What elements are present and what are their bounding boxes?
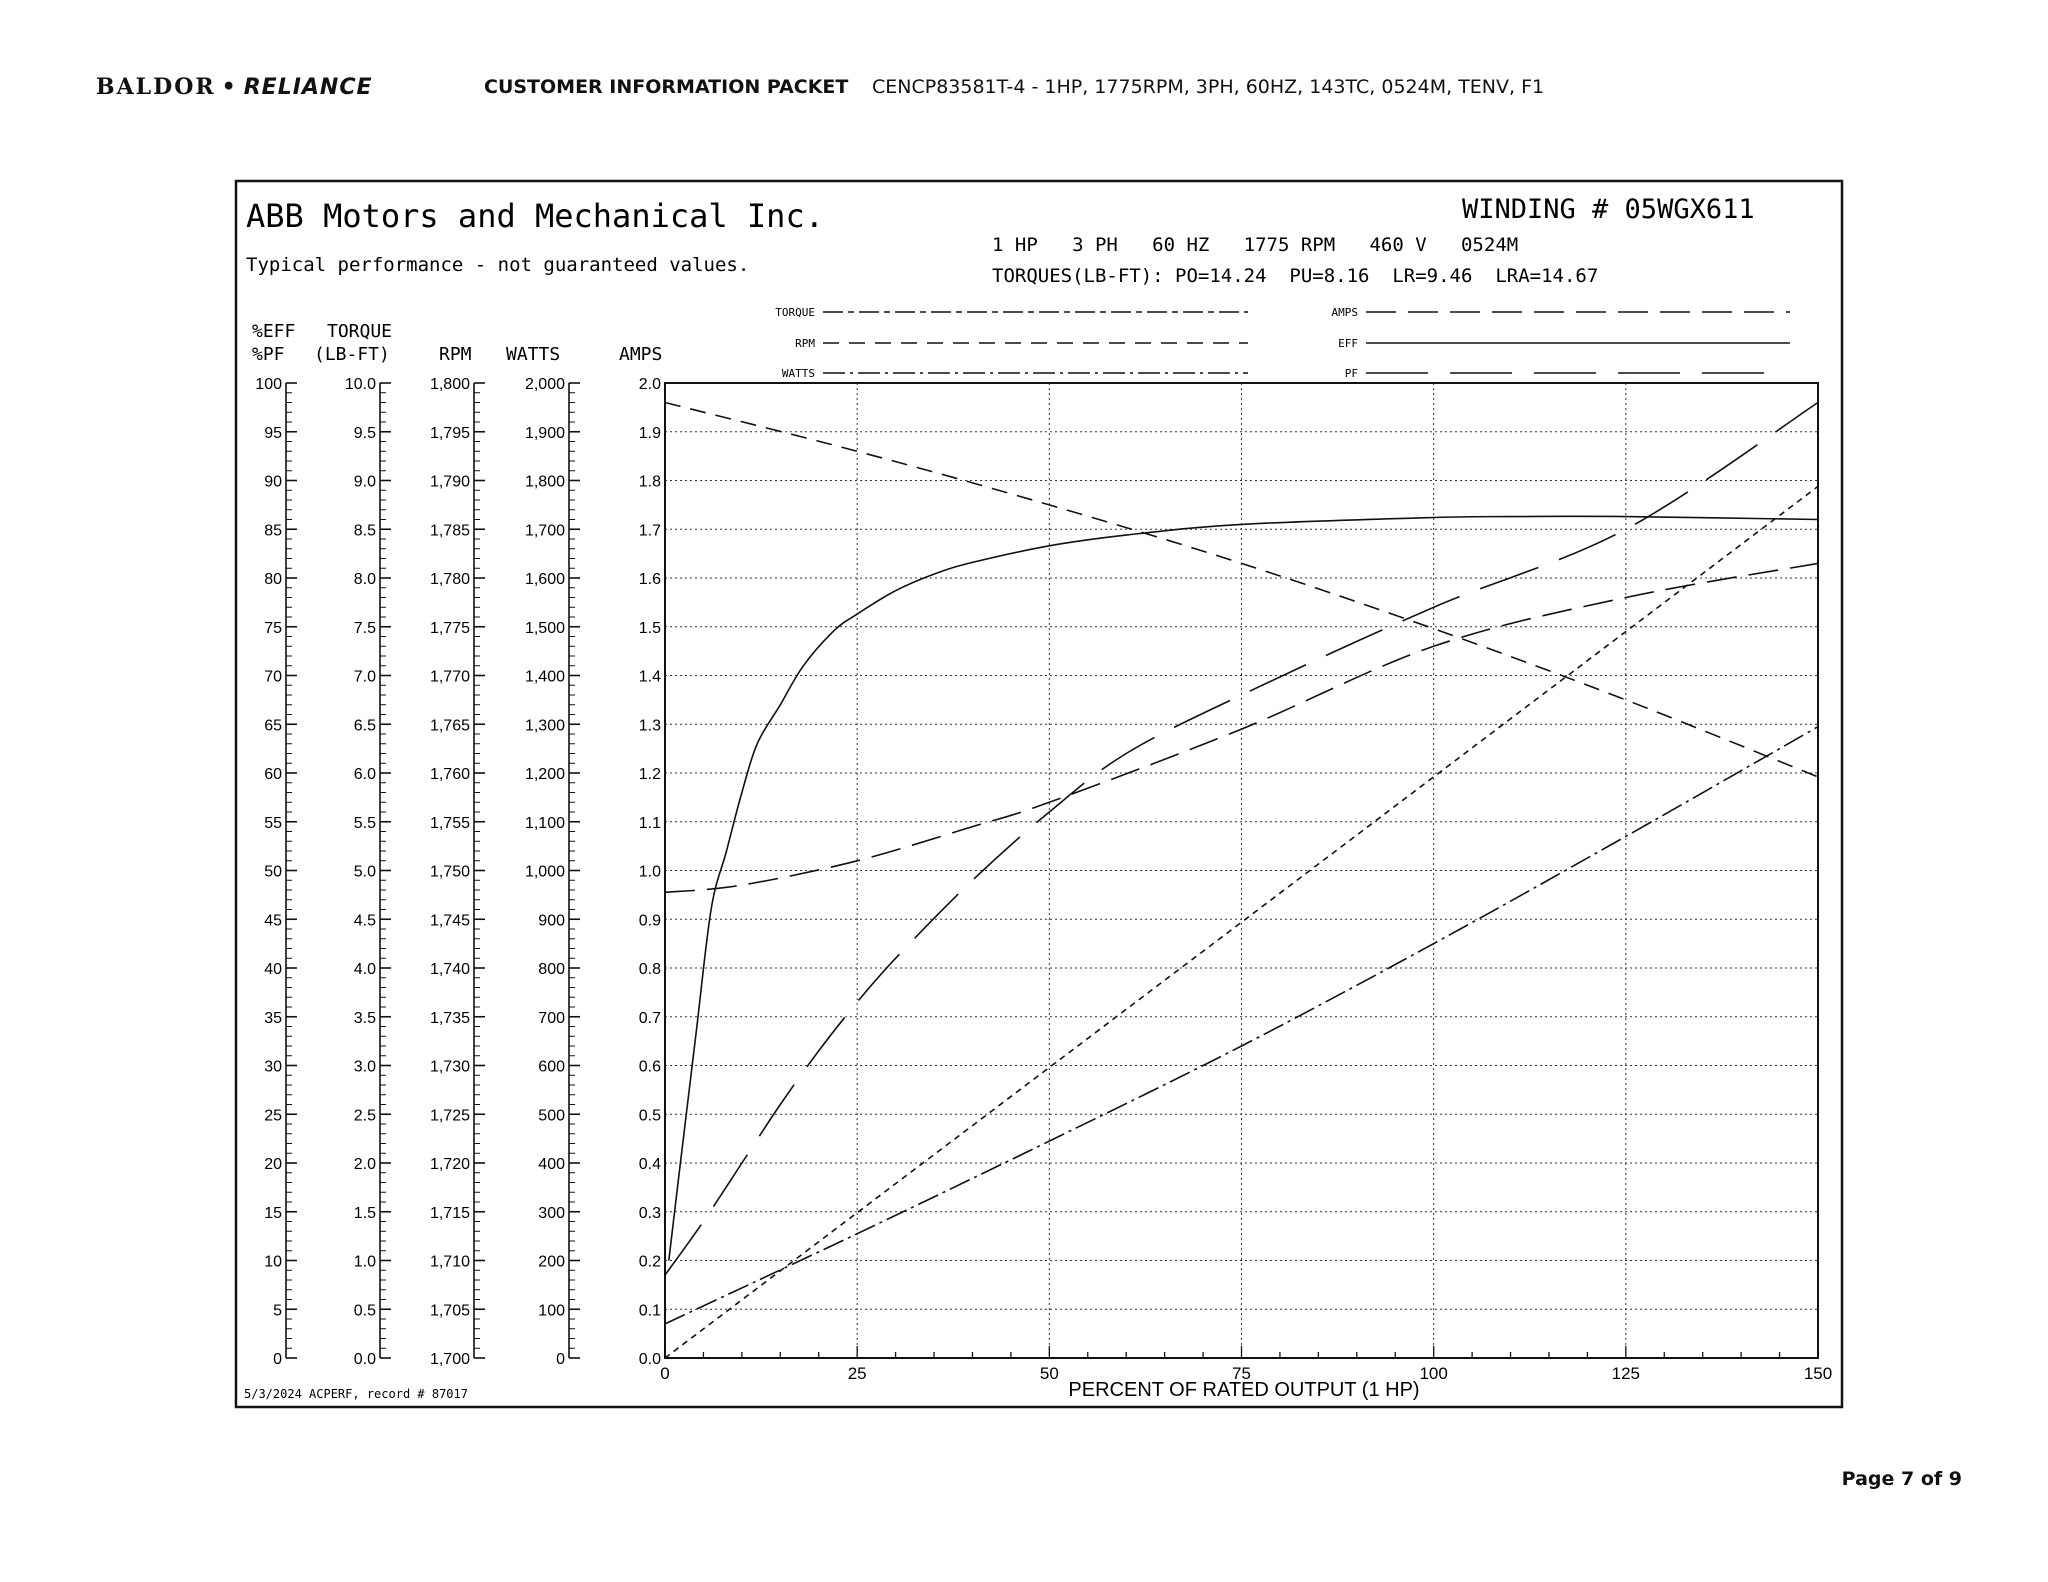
tick-label: 95 <box>264 424 282 442</box>
tick-label: 1,800 <box>429 376 470 393</box>
tick-label: 2.0 <box>353 1156 376 1173</box>
x-tick-label: 0 <box>660 1364 670 1383</box>
tick-label: 6.0 <box>353 766 376 783</box>
tick-label: 2.0 <box>638 376 661 393</box>
tick-label: 25 <box>264 1107 282 1125</box>
tick-label: 1,705 <box>429 1302 470 1320</box>
tick-label: 90 <box>264 473 282 491</box>
tick-label: 0.5 <box>638 1107 661 1125</box>
tick-label: 0 <box>273 1351 282 1368</box>
tick-label: 1.8 <box>638 473 661 491</box>
tick-label: 4.0 <box>353 961 376 978</box>
tick-label: 9.5 <box>353 424 376 442</box>
amps-axis <box>639 376 661 1368</box>
tick-label: 8.0 <box>353 571 376 588</box>
tick-label: 0.3 <box>638 1204 661 1222</box>
tick-label: 1,700 <box>429 1351 470 1368</box>
tick-label: 1.1 <box>638 814 661 832</box>
tick-label: 800 <box>538 961 565 978</box>
x-tick-label: 125 <box>1611 1364 1641 1383</box>
tick-label: 1,800 <box>524 473 565 491</box>
tick-label: 20 <box>264 1156 282 1173</box>
tick-label: 85 <box>264 522 282 540</box>
tick-label: 1,760 <box>429 766 470 783</box>
legend-item-torque <box>775 306 1248 319</box>
brand-logo-left: BALDOR <box>96 74 216 100</box>
watts-axis <box>525 376 580 1368</box>
tick-label: 1.0 <box>638 863 661 881</box>
tick-label: 600 <box>538 1058 565 1076</box>
legend-item-pf <box>1345 367 1768 380</box>
torque-header: TORQUE <box>327 321 393 342</box>
packet-title: CUSTOMER INFORMATION PACKET <box>484 76 849 98</box>
amps-header: AMPS <box>619 344 663 365</box>
tick-label: 0.4 <box>638 1156 661 1173</box>
tick-label: 700 <box>538 1009 565 1027</box>
tick-label: 300 <box>538 1204 565 1222</box>
tick-label: 10.0 <box>344 376 376 393</box>
tick-label: 1.9 <box>638 424 661 442</box>
tick-label: 1,100 <box>524 814 565 832</box>
legend-label: TORQUE <box>775 306 815 319</box>
tick-label: 0 <box>556 1351 565 1368</box>
tick-label: 1,745 <box>429 912 470 930</box>
tick-label: 1,785 <box>429 522 470 540</box>
chart-frame <box>236 181 1842 1407</box>
tick-label: 1,715 <box>429 1204 470 1222</box>
rpm-header: RPM <box>439 344 472 365</box>
winding-number: WINDING # 05WGX611 <box>1462 194 1755 225</box>
x-tick-label: 25 <box>847 1364 867 1383</box>
pf-header: %PF <box>252 344 285 365</box>
tick-label: 10 <box>264 1253 282 1271</box>
tick-label: 1,700 <box>524 522 565 540</box>
tick-label: 1,795 <box>429 424 470 442</box>
tick-label: 0.2 <box>638 1253 661 1271</box>
torque-unit-header: (LB-FT) <box>314 344 390 365</box>
x-tick-label: 75 <box>1232 1364 1251 1383</box>
tick-label: 0.5 <box>353 1302 376 1320</box>
legend <box>775 306 1790 380</box>
eff-header: %EFF <box>252 321 296 342</box>
tick-label: 15 <box>264 1204 282 1222</box>
tick-label: 1,750 <box>429 863 470 881</box>
x-tick-label: 150 <box>1803 1364 1833 1383</box>
tick-label: 0.9 <box>638 912 661 930</box>
rpm-axis <box>430 376 485 1368</box>
tick-label: 45 <box>264 912 282 930</box>
tick-label: 2.5 <box>353 1107 376 1125</box>
tick-label: 80 <box>264 571 282 588</box>
tick-label: 6.5 <box>353 717 376 735</box>
tick-label: 3.0 <box>353 1058 376 1076</box>
tick-label: 1,600 <box>524 571 565 588</box>
tick-label: 1.2 <box>638 766 661 783</box>
tick-label: 1,400 <box>524 668 565 686</box>
tick-label: 500 <box>538 1107 565 1125</box>
tick-label: 1.7 <box>638 522 661 540</box>
tick-label: 1,755 <box>429 814 470 832</box>
tick-label: 900 <box>538 912 565 930</box>
tick-label: 1,900 <box>524 424 565 442</box>
tick-label: 4.5 <box>353 912 376 930</box>
tick-label: 0.7 <box>638 1009 661 1027</box>
tick-label: 5 <box>273 1302 282 1320</box>
tick-label: 70 <box>264 668 282 686</box>
tick-label: 40 <box>264 961 282 978</box>
brand-logo-bullet: • <box>221 74 238 100</box>
tick-label: 1.0 <box>353 1253 376 1271</box>
tick-label: 0.6 <box>638 1058 661 1076</box>
tick-label: 1.5 <box>353 1204 376 1222</box>
model-description: CENCP83581T-4 - 1HP, 1775RPM, 3PH, 60HZ, 143TC, 0524M, TENV, F1 <box>872 76 1545 98</box>
tick-label: 1,780 <box>429 571 470 588</box>
tick-label: 1,720 <box>429 1156 470 1173</box>
tick-label: 0.0 <box>638 1351 661 1368</box>
motor-specs: 1 HP 3 PH 60 HZ 1775 RPM 460 V 0524M <box>992 234 1519 256</box>
tick-label: 7.5 <box>353 619 376 637</box>
tick-label: 0.0 <box>353 1351 376 1368</box>
tick-label: 0.8 <box>638 961 661 978</box>
tick-label: 35 <box>264 1009 282 1027</box>
tick-label: 7.0 <box>353 668 376 686</box>
legend-item-eff <box>1338 337 1790 350</box>
plot-area <box>660 383 1832 1383</box>
series-eff-line <box>669 516 1818 1260</box>
tick-label: 5.5 <box>353 814 376 832</box>
axes <box>255 376 661 1368</box>
x-axis-label: PERCENT OF RATED OUTPUT (1 HP) <box>1068 1379 1420 1401</box>
tick-label: 400 <box>538 1156 565 1173</box>
tick-label: 8.5 <box>353 522 376 540</box>
tick-label: 2,000 <box>524 376 565 393</box>
tick-label: 1,765 <box>429 717 470 735</box>
legend-item-watts <box>782 367 1248 380</box>
performance-note: Typical performance - not guaranteed values. <box>246 254 750 276</box>
tick-label: 55 <box>264 814 282 832</box>
legend-label: WATTS <box>781 367 815 380</box>
tick-label: 1.6 <box>638 571 661 588</box>
tick-label: 65 <box>264 717 282 735</box>
tick-label: 1,775 <box>429 619 470 637</box>
record-note: 5/3/2024 ACPERF, record # 87017 <box>244 1387 468 1401</box>
tick-label: 1,730 <box>429 1058 470 1076</box>
torque-axis <box>345 376 391 1368</box>
tick-label: 1,740 <box>429 961 470 978</box>
tick-label: 5.0 <box>353 863 376 881</box>
legend-label: RPM <box>795 337 815 350</box>
watts-header: WATTS <box>506 344 561 365</box>
tick-label: 1,770 <box>429 668 470 686</box>
legend-label: AMPS <box>1331 306 1358 319</box>
tick-label: 1,500 <box>524 619 565 637</box>
x-tick-label: 50 <box>1039 1364 1059 1383</box>
tick-label: 1,300 <box>524 717 565 735</box>
torque-values: TORQUES(LB-FT): PO=14.24 PU=8.16 LR=9.46 LRA=14.67 <box>992 265 1599 287</box>
tick-label: 1.5 <box>638 619 661 637</box>
tick-label: 100 <box>538 1302 565 1320</box>
tick-label: 1,735 <box>429 1009 470 1027</box>
tick-label: 30 <box>264 1058 282 1076</box>
legend-item-amps <box>1332 306 1791 319</box>
tick-label: 75 <box>264 619 282 637</box>
eff-pf-axis <box>255 376 297 1368</box>
tick-label: 3.5 <box>353 1009 376 1027</box>
tick-label: 1.4 <box>638 668 661 686</box>
legend-item-rpm <box>795 337 1248 350</box>
series-torque-line <box>665 486 1818 1358</box>
tick-label: 1,710 <box>429 1253 470 1271</box>
tick-label: 60 <box>264 766 282 783</box>
brand-logo-right: RELIANCE <box>243 74 373 100</box>
page-number: Page 7 of 9 <box>1841 1468 1962 1490</box>
tick-label: 100 <box>255 376 282 393</box>
tick-label: 9.0 <box>353 473 376 491</box>
tick-label: 1.3 <box>638 717 661 735</box>
legend-label: PF <box>1344 367 1358 380</box>
company-name: ABB Motors and Mechanical Inc. <box>246 197 824 235</box>
tick-label: 200 <box>538 1253 565 1271</box>
tick-label: 1,790 <box>429 473 470 491</box>
tick-label: 1,000 <box>524 863 565 881</box>
legend-label: EFF <box>1338 337 1358 350</box>
tick-label: 1,200 <box>524 766 565 783</box>
tick-label: 1,725 <box>429 1107 470 1125</box>
tick-label: 0.1 <box>638 1302 661 1320</box>
x-tick-label: 100 <box>1419 1364 1448 1383</box>
tick-label: 50 <box>264 863 282 881</box>
